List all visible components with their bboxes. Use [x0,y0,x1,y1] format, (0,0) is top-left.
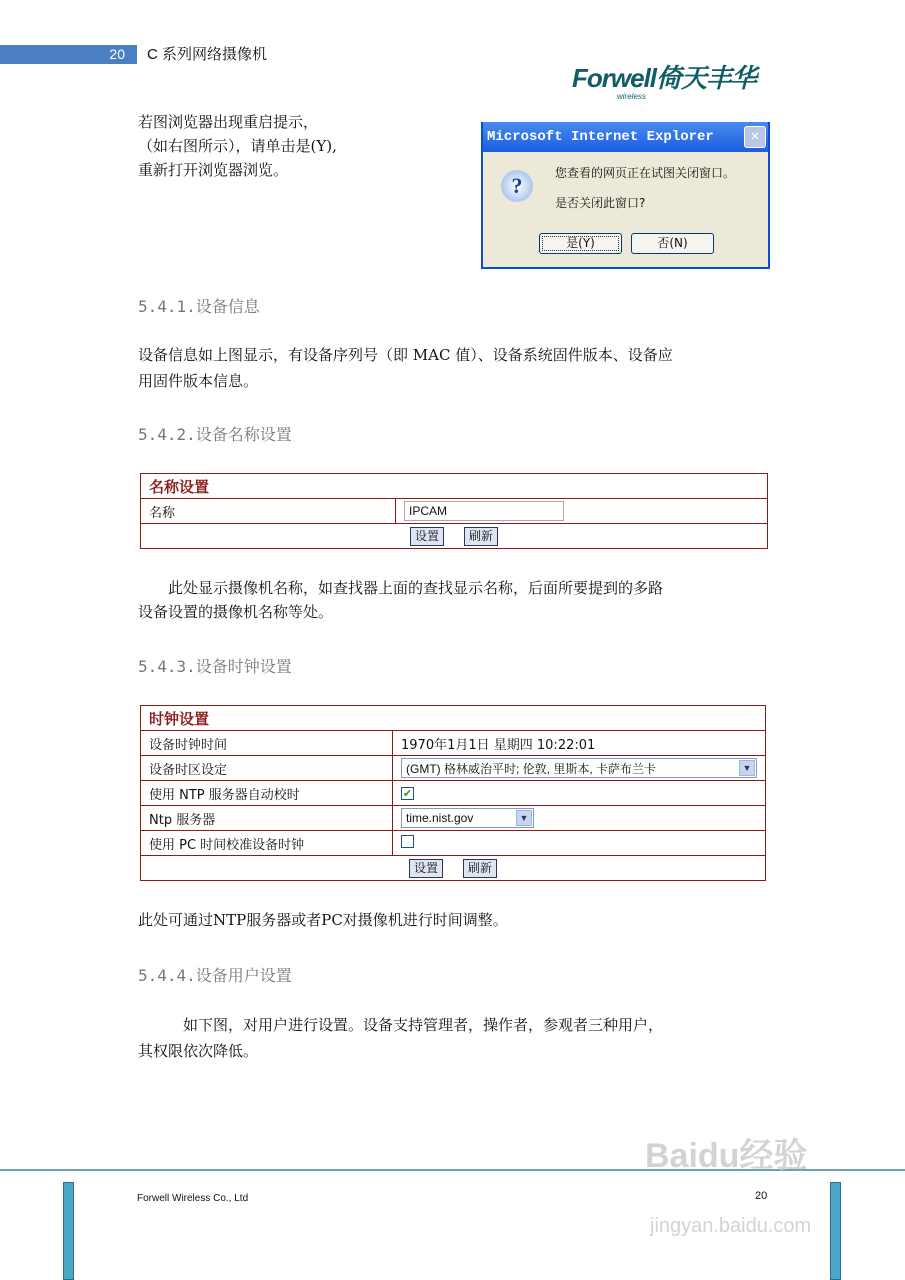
set-button[interactable]: 设置 [409,859,443,878]
refresh-button[interactable]: 刷新 [463,859,497,878]
name-settings-table [140,473,768,549]
timezone-select[interactable] [401,758,757,778]
yes-button[interactable]: 是(Y) [539,233,622,254]
dialog-title: Microsoft Internet Explorer [487,129,714,145]
chevron-down-icon: ▼ [516,810,532,826]
footer-page-number: 20 [755,1190,768,1202]
footer-bar-right [830,1182,841,1280]
row-label: 使用 PC 时间校准设备时钟 [141,831,393,856]
table-title: 名称设置 [141,474,768,499]
ntp-server-select[interactable] [401,808,534,828]
intro-line: （如右图所示），请单击是(Y), [138,137,337,155]
table-title: 时钟设置 [141,706,766,731]
name-label: 名称 [141,499,396,524]
footer-bar-left [63,1182,74,1280]
paragraph: 设备设置的摄像机名称等处。 [138,603,334,621]
page-number-bar: 20 [0,45,137,64]
intro-line: 重新打开浏览器浏览。 [138,161,289,179]
row-label: 设备时区设定 [141,756,393,781]
paragraph: 用固件版本信息。 [138,372,259,390]
paragraph: 其权限依次降低。 [138,1042,259,1060]
paragraph: 设备信息如上图显示，有设备序列号（即 MAC 值）、设备系统固件版本、设备应 [138,346,673,364]
row-label: 使用 NTP 服务器自动校时 [141,781,393,806]
ntp-checkbox[interactable]: ✔ [402,786,413,800]
name-input[interactable]: IPCAM [404,501,564,521]
paragraph: 此处显示摄像机名称，如查找器上面的查找显示名称，后面所要提到的多路 [168,579,664,597]
section-heading: 5.4.3.设备时钟设置 [138,657,292,676]
paragraph: 如下图，对用户进行设置。设备支持管理者，操作者，参观者三种用户， [183,1016,664,1034]
logo [572,64,756,102]
ntp-server-value: time.nist.gov [406,811,474,825]
pc-time-checkbox[interactable] [401,835,414,848]
question-icon: ? [501,170,533,202]
timezone-value: (GMT) 格林威治平时; 伦敦, 里斯本, 卡萨布兰卡 [406,761,656,776]
watermark-url: jingyan.baidu.com [650,1215,812,1237]
logo-sub: wireless [617,92,646,101]
clock-settings-table [140,705,766,881]
row-label: 设备时钟时间 [141,731,393,756]
dialog-message: 是否关闭此窗口? [555,196,646,210]
watermark-brand: Baidu经验 [645,1137,808,1175]
section-heading: 5.4.4.设备用户设置 [138,966,292,985]
refresh-button[interactable]: 刷新 [464,527,498,546]
section-heading: 5.4.1.设备信息 [138,297,260,316]
header-title: C 系列网络摄像机 [147,46,268,63]
set-button[interactable]: 设置 [410,527,444,546]
intro-line: 若图浏览器出现重启提示， [138,113,319,131]
logo-text: Forwell倚天丰华 [572,63,757,93]
ie-dialog [481,122,770,269]
footer-company: Forwell Wireless Co., Ltd [137,1193,249,1204]
row-label: Ntp 服务器 [141,806,393,831]
chevron-down-icon: ▼ [739,760,755,776]
dialog-message: 您查看的网页正在试图关闭窗口。 [555,166,736,180]
paragraph: 此处可通过NTP服务器或者PC对摄像机进行时间调整。 [138,911,508,929]
close-icon[interactable]: ✕ [744,126,766,148]
no-button[interactable]: 否(N) [631,233,714,254]
section-heading: 5.4.2.设备名称设置 [138,425,292,444]
device-time: 1970年1月1日 星期四 10:22:01 [393,731,766,756]
